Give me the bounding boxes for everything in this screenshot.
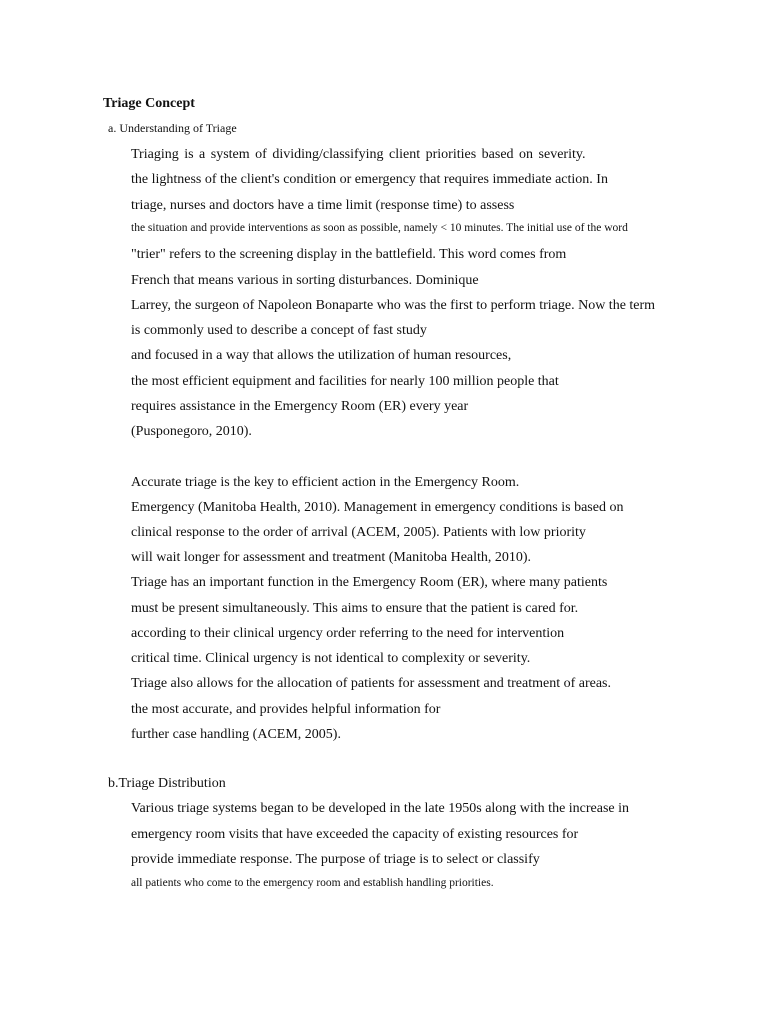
- paragraph-line: provide immediate response. The purpose of triage is to select or classify: [131, 852, 540, 867]
- paragraph-line: will wait longer for assessment and treatment (Manitoba Health, 2010).: [131, 550, 532, 565]
- paragraph-line: Triaging is a system of dividing/classifying client priorities based on severity.: [131, 147, 586, 162]
- paragraph-line: is commonly used to describe a concept of fast study: [131, 323, 427, 338]
- paragraph-line: (Pusponegoro, 2010).: [131, 424, 252, 439]
- paragraph-line: all patients who come to the emergency room and establish handling priorities.: [131, 877, 494, 889]
- paragraph-line: the most accurate, and provides helpful information for: [131, 702, 441, 717]
- paragraph-line: Larrey, the surgeon of Napoleon Bonaparte who was the first to perform triage. Now the term: [131, 298, 656, 313]
- paragraph-line: Various triage systems began to be developed in the late 1950s along with the increase in: [131, 801, 630, 816]
- paragraph-line: Triage has an important function in the Emergency Room (ER), where many patients: [131, 575, 608, 590]
- paragraph-line: and focused in a way that allows the utilization of human resources,: [131, 348, 512, 363]
- paragraph-line: the most efficient equipment and facilities for nearly 100 million people that: [131, 374, 559, 389]
- paragraph-line: Accurate triage is the key to efficient action in the Emergency Room.: [131, 475, 520, 490]
- paragraph-line: further case handling (ACEM, 2005).: [131, 727, 341, 742]
- paragraph-line: clinical response to the order of arrival (ACEM, 2005). Patients with low priority: [131, 525, 586, 540]
- paragraph-line: Emergency (Manitoba Health, 2010). Management in emergency conditions is based on: [131, 500, 624, 515]
- paragraph-line: Triage also allows for the allocation of patients for assessment and treatment of areas.: [131, 676, 612, 691]
- document-title: Triage Concept: [103, 96, 195, 111]
- paragraph-line: "trier" refers to the screening display in the battlefield. This word comes from: [131, 247, 567, 262]
- paragraph-line: triage, nurses and doctors have a time limit (response time) to assess: [131, 198, 515, 213]
- paragraph-line: must be present simultaneously. This aims to ensure that the patient is cared for.: [131, 601, 579, 616]
- paragraph-line: requires assistance in the Emergency Room (ER) every year: [131, 399, 469, 414]
- paragraph-line: emergency room visits that have exceeded the capacity of existing resources for: [131, 827, 579, 842]
- paragraph-line: according to their clinical urgency order referring to the need for intervention: [131, 626, 565, 641]
- paragraph-line: the lightness of the client's condition or emergency that requires immediate action. In: [131, 172, 608, 187]
- paragraph-line: critical time. Clinical urgency is not identical to complexity or severity.: [131, 651, 531, 666]
- section-b-heading: b.Triage Distribution: [108, 776, 226, 791]
- paragraph-line: the situation and provide interventions as soon as possible, namely < 10 minutes. The initial use of the word: [131, 222, 628, 234]
- section-a-heading: a. Understanding of Triage: [108, 121, 237, 135]
- paragraph-line: French that means various in sorting disturbances. Dominique: [131, 273, 479, 288]
